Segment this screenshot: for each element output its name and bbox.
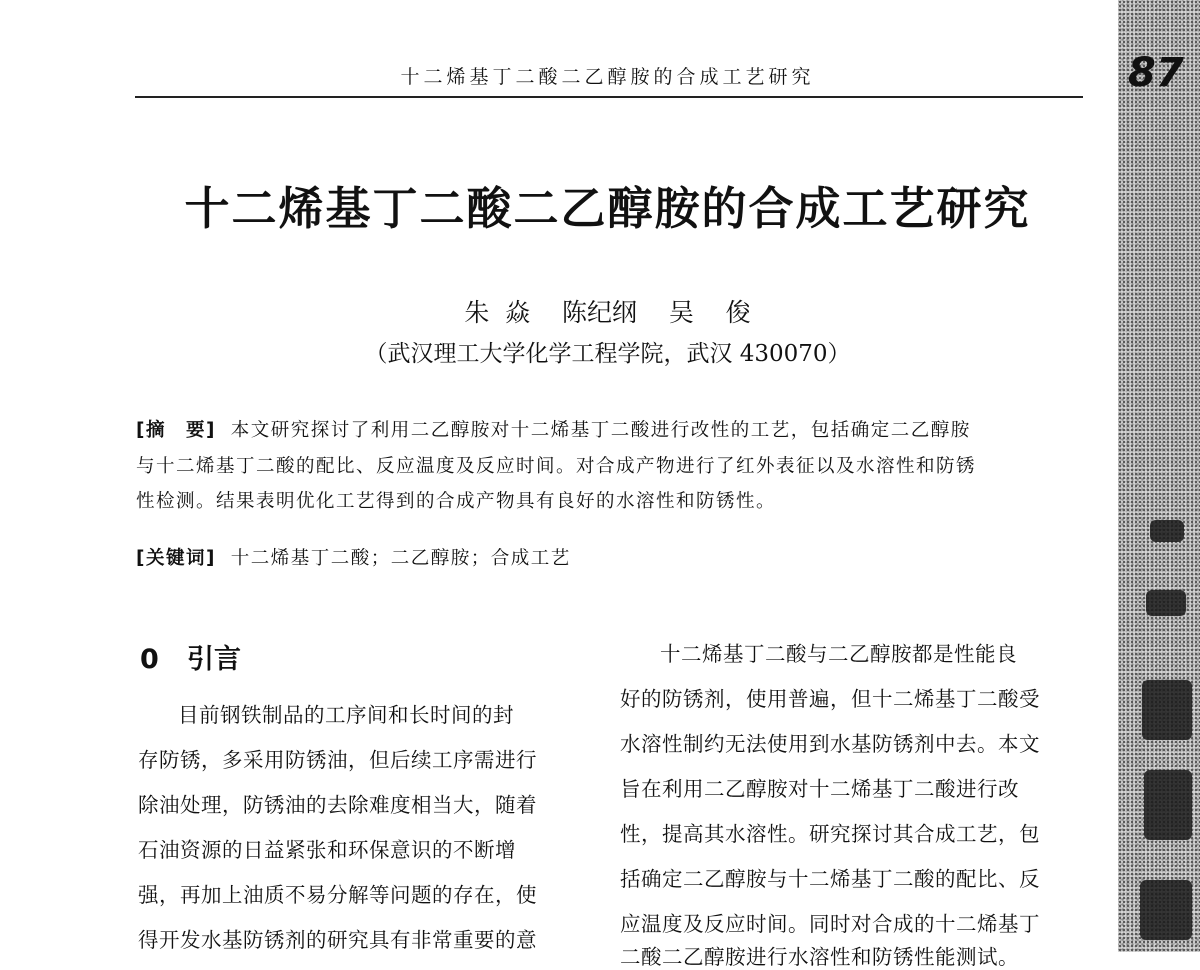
edge-blot: [1146, 590, 1186, 616]
right-column-line: 水溶性制约无法使用到水基防锈剂中去。本文: [620, 732, 1040, 756]
running-header: 十二烯基丁二酸二乙醇胺的合成工艺研究: [400, 66, 815, 88]
abstract-line: 与十二烯基丁二酸的配比、反应温度及反应时间。对合成产物进行了红外表征以及水溶性和防锈: [136, 455, 977, 477]
edge-blot: [1150, 520, 1184, 542]
abstract-line: [136, 413, 1080, 449]
keywords-label: [关键词]: [136, 548, 216, 569]
abstract-line: 性检测。结果表明优化工艺得到的合成产物具有良好的水溶性和防锈性。: [136, 491, 777, 512]
left-column-line: 存防锈，多采用防锈油，但后续工序需进行: [138, 748, 537, 772]
section-title: 引言: [187, 644, 241, 675]
right-column-line: 括确定二乙醇胺与十二烯基丁二酸的配比、反: [620, 867, 1040, 891]
left-column-line: 得开发水基防锈剂的研究具有非常重要的意: [138, 928, 537, 952]
abstract: [136, 413, 1080, 520]
right-column-line: 二酸二乙醇胺进行水溶性和防锈性能测试。: [620, 945, 1019, 969]
section-number: 0: [140, 644, 159, 675]
edge-blot: [1142, 680, 1192, 740]
keywords: [136, 544, 1080, 570]
edge-blot: [1144, 770, 1192, 840]
edge-blot: [1140, 880, 1192, 940]
keywords-text: 十二烯基丁二酸；二乙醇胺；合成工艺: [230, 548, 571, 569]
left-column-line: 目前钢铁制品的工序间和长时间的封: [178, 703, 514, 727]
abstract-text: 本文研究探讨了利用二乙醇胺对十二烯基丁二酸进行改性的工艺，包括确定二乙醇胺: [230, 420, 971, 441]
left-column-line: 除油处理，防锈油的去除难度相当大，随着: [138, 793, 537, 817]
page-number: 87: [1128, 50, 1184, 96]
right-column-line: 旨在利用二乙醇胺对十二烯基丁二酸进行改: [620, 777, 1019, 801]
section-heading: [140, 637, 241, 676]
right-column-line: 十二烯基丁二酸与二乙醇胺都是性能良: [660, 642, 1017, 666]
left-column-line: 石油资源的日益紧张和环保意识的不断增: [138, 838, 516, 862]
right-column-line: 应温度及反应时间。同时对合成的十二烯基丁: [620, 912, 1040, 936]
article-title: 十二烯基丁二酸二乙醇胺的合成工艺研究: [184, 182, 1031, 235]
abstract-label: [摘 要]: [136, 420, 216, 441]
right-column-line: 性，提高其水溶性。研究探讨其合成工艺，包: [620, 822, 1040, 846]
header-rule: [135, 96, 1083, 98]
right-column-line: 好的防锈剂，使用普遍，但十二烯基丁二酸受: [620, 687, 1040, 711]
authors: 朱 焱 陈纪纲 吴 俊: [464, 298, 751, 327]
affiliation: （武汉理工大学化学工程学院，武汉 430070）: [364, 341, 851, 367]
left-column-line: 强，再加上油质不易分解等问题的存在，使: [138, 883, 537, 907]
